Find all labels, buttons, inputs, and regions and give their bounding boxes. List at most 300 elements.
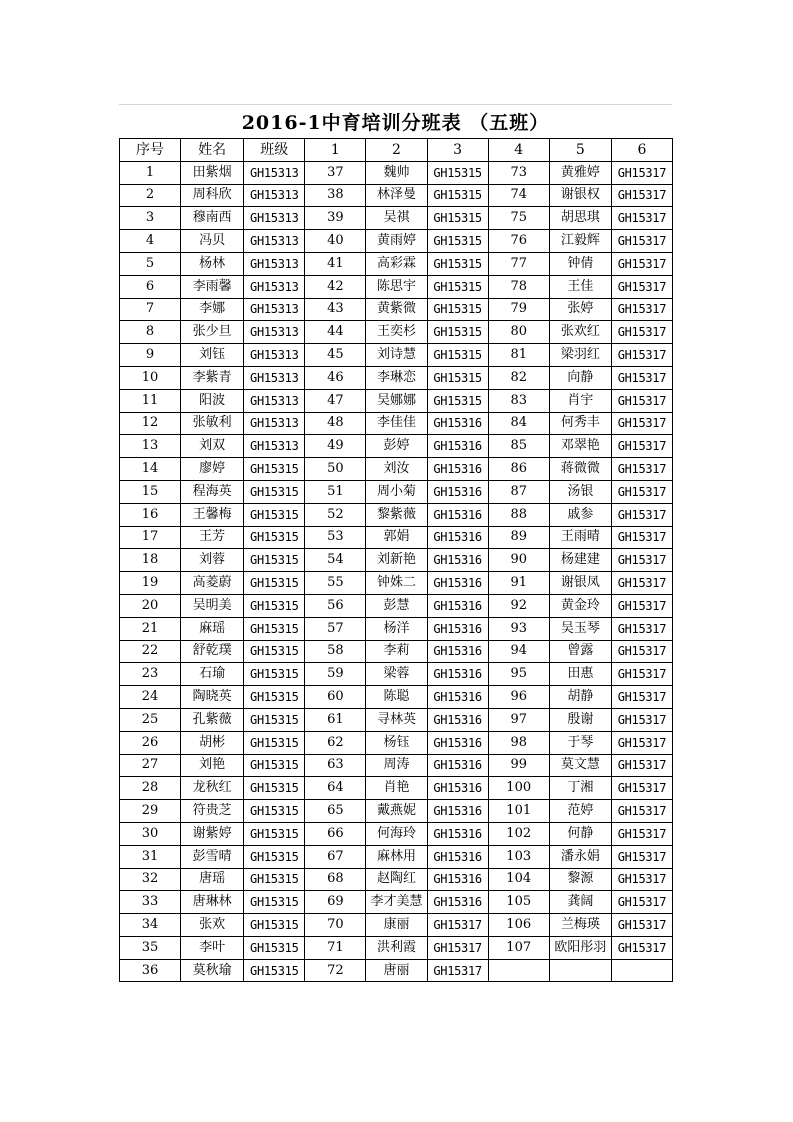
seq-cell: 22 [120, 640, 181, 663]
class-cell: GH15315 [244, 663, 305, 686]
class-cell: GH15317 [611, 594, 672, 617]
seq-cell: 91 [488, 572, 549, 595]
table-row [120, 777, 673, 800]
seq-cell: 32 [120, 868, 181, 891]
name-cell: 王馨梅 [181, 503, 244, 526]
name-cell: 梁羽红 [549, 344, 611, 367]
seq-cell: 83 [488, 389, 549, 412]
name-cell: 周小菊 [366, 480, 427, 503]
seq-cell: 38 [305, 184, 366, 207]
name-cell: 肖艳 [366, 777, 427, 800]
seq-cell: 17 [120, 526, 181, 549]
class-cell: GH15317 [427, 914, 488, 937]
name-cell: 李叶 [181, 936, 244, 959]
name-cell: 洪利霞 [366, 936, 427, 959]
table-row [120, 503, 673, 526]
name-cell: 张少旦 [181, 321, 244, 344]
class-cell: GH15317 [611, 617, 672, 640]
seq-cell: 94 [488, 640, 549, 663]
name-cell: 黄紫微 [366, 298, 427, 321]
class-cell: GH15317 [611, 389, 672, 412]
name-cell: 胡思琪 [549, 207, 611, 230]
class-cell: GH15315 [427, 275, 488, 298]
table-row [120, 914, 673, 937]
name-cell: 程海英 [181, 480, 244, 503]
name-cell: 彭婷 [366, 435, 427, 458]
table-row [120, 708, 673, 731]
seq-cell [488, 959, 549, 982]
class-cell: GH15316 [427, 708, 488, 731]
name-cell: 戚参 [549, 503, 611, 526]
seq-cell: 8 [120, 321, 181, 344]
name-cell: 陈思宇 [366, 275, 427, 298]
name-cell: 林泽曼 [366, 184, 427, 207]
name-cell: 黄雨婷 [366, 230, 427, 253]
class-cell: GH15316 [427, 594, 488, 617]
seq-cell: 52 [305, 503, 366, 526]
seq-cell: 50 [305, 458, 366, 481]
name-cell: 麻林用 [366, 845, 427, 868]
name-cell: 唐丽 [366, 959, 427, 982]
header-cell: 3 [427, 139, 488, 162]
name-cell: 彭慧 [366, 594, 427, 617]
class-cell: GH15317 [611, 800, 672, 823]
class-cell: GH15317 [611, 686, 672, 709]
header-cell: 序号 [120, 139, 181, 162]
class-cell: GH15315 [427, 344, 488, 367]
seq-cell: 19 [120, 572, 181, 595]
class-cell: GH15313 [244, 321, 305, 344]
seq-cell: 43 [305, 298, 366, 321]
seq-cell: 64 [305, 777, 366, 800]
name-cell: 彭雪晴 [181, 845, 244, 868]
name-cell: 谢紫婷 [181, 822, 244, 845]
seq-cell: 81 [488, 344, 549, 367]
seq-cell: 79 [488, 298, 549, 321]
name-cell: 李雨馨 [181, 275, 244, 298]
name-cell: 向静 [549, 366, 611, 389]
class-cell: GH15315 [244, 845, 305, 868]
class-cell: GH15313 [244, 298, 305, 321]
seq-cell: 1 [120, 161, 181, 184]
seq-cell: 31 [120, 845, 181, 868]
class-cell: GH15315 [427, 161, 488, 184]
class-cell: GH15313 [244, 275, 305, 298]
class-cell: GH15315 [427, 298, 488, 321]
table-row [120, 230, 673, 253]
class-cell: GH15316 [427, 686, 488, 709]
class-cell: GH15317 [611, 754, 672, 777]
name-cell: 何海玲 [366, 822, 427, 845]
name-cell: 田惠 [549, 663, 611, 686]
class-cell: GH15317 [611, 503, 672, 526]
name-cell: 张欢 [181, 914, 244, 937]
table-row [120, 526, 673, 549]
table-row [120, 207, 673, 230]
class-cell: GH15317 [611, 777, 672, 800]
seq-cell: 66 [305, 822, 366, 845]
class-cell: GH15316 [427, 572, 488, 595]
class-cell: GH15316 [427, 777, 488, 800]
seq-cell: 10 [120, 366, 181, 389]
seq-cell: 12 [120, 412, 181, 435]
class-cell: GH15313 [244, 252, 305, 275]
class-cell: GH15315 [244, 594, 305, 617]
name-cell: 杨洋 [366, 617, 427, 640]
class-cell: GH15317 [611, 412, 672, 435]
seq-cell: 77 [488, 252, 549, 275]
seq-cell: 5 [120, 252, 181, 275]
seq-cell: 53 [305, 526, 366, 549]
name-cell: 李琳恋 [366, 366, 427, 389]
seq-cell: 51 [305, 480, 366, 503]
class-cell: GH15317 [611, 868, 672, 891]
seq-cell: 26 [120, 731, 181, 754]
class-cell: GH15317 [611, 207, 672, 230]
name-cell: 钟倩 [549, 252, 611, 275]
seq-cell: 2 [120, 184, 181, 207]
class-cell: GH15316 [427, 822, 488, 845]
name-cell: 赵陶红 [366, 868, 427, 891]
class-cell: GH15317 [611, 458, 672, 481]
seq-cell: 54 [305, 549, 366, 572]
name-cell: 张欢红 [549, 321, 611, 344]
name-cell: 邓翠艳 [549, 435, 611, 458]
seq-cell: 74 [488, 184, 549, 207]
seq-cell: 90 [488, 549, 549, 572]
class-cell: GH15317 [611, 549, 672, 572]
class-cell: GH15316 [427, 526, 488, 549]
seq-cell: 49 [305, 435, 366, 458]
seq-cell: 23 [120, 663, 181, 686]
seq-cell: 105 [488, 891, 549, 914]
page-title: 2016-1中育培训分班表 （五班） [241, 112, 550, 134]
table-row [120, 298, 673, 321]
name-cell: 莫秋瑜 [181, 959, 244, 982]
seq-cell: 98 [488, 731, 549, 754]
class-roster-table [119, 138, 673, 982]
header-cell: 班级 [244, 139, 305, 162]
class-cell: GH15313 [244, 389, 305, 412]
name-cell: 刘诗慧 [366, 344, 427, 367]
class-cell: GH15316 [427, 458, 488, 481]
table-row [120, 822, 673, 845]
class-cell: GH15315 [244, 959, 305, 982]
seq-cell: 27 [120, 754, 181, 777]
name-cell: 吴明美 [181, 594, 244, 617]
class-cell: GH15316 [427, 640, 488, 663]
class-cell: GH15313 [244, 161, 305, 184]
name-cell: 龚阔 [549, 891, 611, 914]
class-cell: GH15316 [427, 868, 488, 891]
table-row [120, 480, 673, 503]
seq-cell: 87 [488, 480, 549, 503]
class-cell: GH15316 [427, 617, 488, 640]
seq-cell: 80 [488, 321, 549, 344]
table-row [120, 594, 673, 617]
class-cell: GH15315 [244, 686, 305, 709]
name-cell: 李莉 [366, 640, 427, 663]
seq-cell: 71 [305, 936, 366, 959]
class-cell: GH15317 [611, 708, 672, 731]
seq-cell: 48 [305, 412, 366, 435]
table-row [120, 572, 673, 595]
name-cell: 欧阳彤羽 [549, 936, 611, 959]
name-cell: 梁蓉 [366, 663, 427, 686]
name-cell: 刘新艳 [366, 549, 427, 572]
table-row [120, 458, 673, 481]
seq-cell: 55 [305, 572, 366, 595]
table-row [120, 366, 673, 389]
table-row [120, 868, 673, 891]
header-cell: 姓名 [181, 139, 244, 162]
class-cell: GH15317 [611, 663, 672, 686]
name-cell: 吴娜娜 [366, 389, 427, 412]
name-cell: 周科欣 [181, 184, 244, 207]
table-row [120, 275, 673, 298]
class-cell: GH15316 [427, 663, 488, 686]
class-cell: GH15315 [427, 252, 488, 275]
seq-cell: 106 [488, 914, 549, 937]
name-cell: 胡彬 [181, 731, 244, 754]
seq-cell: 103 [488, 845, 549, 868]
name-cell: 钟姝二 [366, 572, 427, 595]
class-cell: GH15317 [611, 731, 672, 754]
table-row [120, 161, 673, 184]
seq-cell: 28 [120, 777, 181, 800]
seq-cell: 95 [488, 663, 549, 686]
header-cell: 4 [488, 139, 549, 162]
class-cell: GH15315 [244, 480, 305, 503]
seq-cell: 70 [305, 914, 366, 937]
name-cell: 刘双 [181, 435, 244, 458]
table-row [120, 252, 673, 275]
class-cell: GH15316 [427, 845, 488, 868]
class-cell: GH15317 [611, 640, 672, 663]
table-row [120, 640, 673, 663]
seq-cell: 6 [120, 275, 181, 298]
class-cell: GH15315 [244, 640, 305, 663]
name-cell: 蒋微微 [549, 458, 611, 481]
table-row [120, 936, 673, 959]
name-cell: 刘汝 [366, 458, 427, 481]
name-cell: 唐瑶 [181, 868, 244, 891]
class-cell: GH15316 [427, 549, 488, 572]
seq-cell: 18 [120, 549, 181, 572]
name-cell: 寻林英 [366, 708, 427, 731]
class-cell: GH15316 [427, 435, 488, 458]
class-cell: GH15317 [611, 526, 672, 549]
seq-cell: 56 [305, 594, 366, 617]
class-cell: GH15317 [611, 366, 672, 389]
class-cell [611, 959, 672, 982]
name-cell: 刘蓉 [181, 549, 244, 572]
seq-cell: 82 [488, 366, 549, 389]
seq-cell: 97 [488, 708, 549, 731]
class-cell: GH15317 [611, 845, 672, 868]
name-cell: 张婷 [549, 298, 611, 321]
table-row [120, 663, 673, 686]
name-cell: 唐琳林 [181, 891, 244, 914]
seq-cell: 76 [488, 230, 549, 253]
seq-cell: 84 [488, 412, 549, 435]
name-cell: 汤银 [549, 480, 611, 503]
seq-cell: 86 [488, 458, 549, 481]
roster-body [120, 139, 673, 982]
seq-cell: 69 [305, 891, 366, 914]
class-cell: GH15317 [611, 252, 672, 275]
class-cell: GH15317 [611, 298, 672, 321]
name-cell: 胡静 [549, 686, 611, 709]
name-cell: 殷谢 [549, 708, 611, 731]
seq-cell: 21 [120, 617, 181, 640]
seq-cell: 29 [120, 800, 181, 823]
name-cell: 舒乾璞 [181, 640, 244, 663]
class-cell: GH15313 [244, 366, 305, 389]
class-cell: GH15315 [244, 503, 305, 526]
class-cell: GH15315 [244, 891, 305, 914]
name-cell: 刘艳 [181, 754, 244, 777]
seq-cell: 58 [305, 640, 366, 663]
name-cell: 高菱蔚 [181, 572, 244, 595]
name-cell: 王奕杉 [366, 321, 427, 344]
table-row [120, 184, 673, 207]
seq-cell: 75 [488, 207, 549, 230]
name-cell: 吴祺 [366, 207, 427, 230]
table-row [120, 959, 673, 982]
name-cell: 吴玉琴 [549, 617, 611, 640]
seq-cell: 62 [305, 731, 366, 754]
seq-cell: 15 [120, 480, 181, 503]
class-cell: GH15317 [611, 435, 672, 458]
name-cell: 陈聪 [366, 686, 427, 709]
name-cell: 范婷 [549, 800, 611, 823]
class-cell: GH15315 [427, 230, 488, 253]
seq-cell: 42 [305, 275, 366, 298]
seq-cell: 92 [488, 594, 549, 617]
name-cell: 莫文慧 [549, 754, 611, 777]
seq-cell: 33 [120, 891, 181, 914]
class-cell: GH15315 [244, 731, 305, 754]
name-cell: 孔紫薇 [181, 708, 244, 731]
name-cell: 魏帅 [366, 161, 427, 184]
seq-cell: 9 [120, 344, 181, 367]
class-cell: GH15315 [427, 389, 488, 412]
class-cell: GH15317 [611, 161, 672, 184]
name-cell: 穆南西 [181, 207, 244, 230]
seq-cell: 63 [305, 754, 366, 777]
seq-cell: 73 [488, 161, 549, 184]
seq-cell: 16 [120, 503, 181, 526]
name-cell: 李佳佳 [366, 412, 427, 435]
name-cell: 李紫青 [181, 366, 244, 389]
class-cell: GH15317 [427, 959, 488, 982]
class-cell: GH15317 [611, 184, 672, 207]
seq-cell: 11 [120, 389, 181, 412]
header-cell: 2 [366, 139, 427, 162]
class-cell: GH15316 [427, 731, 488, 754]
class-cell: GH15317 [611, 936, 672, 959]
class-cell: GH15313 [244, 207, 305, 230]
seq-cell: 85 [488, 435, 549, 458]
seq-cell: 78 [488, 275, 549, 298]
seq-cell: 57 [305, 617, 366, 640]
seq-cell: 3 [120, 207, 181, 230]
seq-cell: 35 [120, 936, 181, 959]
class-cell: GH15313 [244, 230, 305, 253]
table-row [120, 731, 673, 754]
seq-cell: 45 [305, 344, 366, 367]
class-cell: GH15315 [244, 936, 305, 959]
name-cell: 谢银凤 [549, 572, 611, 595]
seq-cell: 7 [120, 298, 181, 321]
name-cell: 谢银权 [549, 184, 611, 207]
name-cell: 李娜 [181, 298, 244, 321]
seq-cell: 88 [488, 503, 549, 526]
name-cell: 石瑜 [181, 663, 244, 686]
table-row [120, 321, 673, 344]
class-cell: GH15315 [427, 207, 488, 230]
table-row [120, 412, 673, 435]
name-cell: 高彩霖 [366, 252, 427, 275]
seq-cell: 99 [488, 754, 549, 777]
table-row [120, 845, 673, 868]
name-cell: 张敏利 [181, 412, 244, 435]
name-cell: 肖宇 [549, 389, 611, 412]
class-cell: GH15317 [611, 822, 672, 845]
class-cell: GH15317 [611, 480, 672, 503]
seq-cell: 47 [305, 389, 366, 412]
class-cell: GH15316 [427, 800, 488, 823]
seq-cell: 65 [305, 800, 366, 823]
class-cell: GH15317 [611, 891, 672, 914]
class-cell: GH15315 [244, 572, 305, 595]
name-cell: 杨林 [181, 252, 244, 275]
name-cell: 何静 [549, 822, 611, 845]
class-cell: GH15317 [611, 914, 672, 937]
table-row [120, 800, 673, 823]
class-cell: GH15313 [244, 184, 305, 207]
header-cell: 5 [549, 139, 611, 162]
class-cell: GH15315 [244, 800, 305, 823]
seq-cell: 102 [488, 822, 549, 845]
seq-cell: 30 [120, 822, 181, 845]
class-cell: GH15317 [427, 936, 488, 959]
table-row [120, 344, 673, 367]
seq-cell: 25 [120, 708, 181, 731]
class-cell: GH15317 [611, 344, 672, 367]
seq-cell: 4 [120, 230, 181, 253]
seq-cell: 67 [305, 845, 366, 868]
seq-cell: 14 [120, 458, 181, 481]
table-row [120, 549, 673, 572]
class-cell: GH15315 [244, 617, 305, 640]
class-cell: GH15316 [427, 412, 488, 435]
seq-cell: 46 [305, 366, 366, 389]
seq-cell: 13 [120, 435, 181, 458]
name-cell: 郭娟 [366, 526, 427, 549]
name-cell: 阳波 [181, 389, 244, 412]
table-row [120, 891, 673, 914]
class-cell: GH15313 [244, 435, 305, 458]
name-cell: 符贵芝 [181, 800, 244, 823]
seq-cell: 107 [488, 936, 549, 959]
table-row [120, 686, 673, 709]
seq-cell: 96 [488, 686, 549, 709]
name-cell: 于琴 [549, 731, 611, 754]
name-cell: 兰梅瑛 [549, 914, 611, 937]
seq-cell: 34 [120, 914, 181, 937]
